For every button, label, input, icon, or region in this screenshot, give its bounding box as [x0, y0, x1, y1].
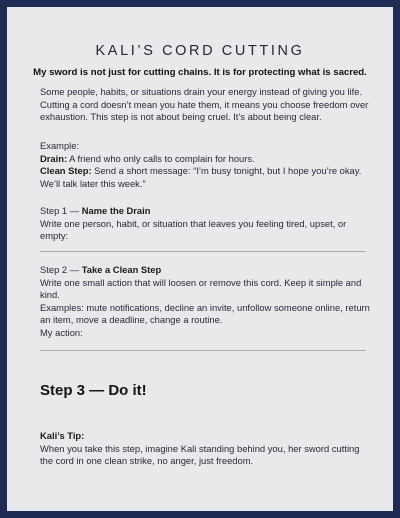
example-drain: [40, 153, 370, 166]
step1-answer-line[interactable]: [40, 251, 366, 252]
step2-heading: [40, 264, 370, 277]
step1-instructions: Write one person, habit, or situation that leaves you feeling tired, upset, or empty:: [40, 217, 347, 242]
tip-block: [40, 430, 370, 468]
step1-block: [40, 205, 370, 243]
example-block: [40, 140, 370, 190]
worksheet-page: [7, 7, 393, 511]
intro-paragraph: Some people, habits, or situations drain your energy instead of giving you life. Cutting a cord doesn’t mean you hate them, it means you choose freedom over exhaustion. This step is not about being cruel. It’s about being clear.: [40, 86, 369, 123]
step2-action-label: My action:: [40, 326, 83, 338]
tip-text: When you take this step, imagine Kali standing behind you, her sword cutting the cord in one clean strike, no anger, just freedom.: [40, 442, 360, 467]
clean-step-text: Send a short message: “I’m busy tonight, but I hope you’re okay. We’ll talk later this week.”: [40, 165, 362, 189]
example-heading: Example:: [40, 140, 80, 151]
drain-label: Drain:: [40, 152, 68, 164]
page-subtitle: My sword is not just for cutting chains. It is for protecting what is sacred.: [33, 67, 367, 78]
step2-answer-line[interactable]: [40, 350, 366, 351]
step2-block: [40, 264, 370, 340]
example-clean-step: [40, 165, 370, 190]
step1-name: Name the Drain: [81, 205, 151, 216]
step2-examples: Examples: mute notifications, decline an invite, unfollow someone online, return an item, move a deadline, change a routine.: [40, 301, 370, 326]
step2-instructions: Write one small action that will loosen or remove this cord. Keep it simple and kind.: [40, 276, 362, 301]
page-title: KALI’S CORD CUTTING: [95, 43, 305, 59]
step1-prefix: Step 1 —: [40, 205, 82, 216]
step1-heading: [40, 205, 370, 218]
step3-heading: Step 3 — Do it!: [40, 382, 147, 399]
tip-label: Kali’s Tip:: [40, 430, 85, 441]
step2-name: Take a Clean Step: [81, 264, 162, 275]
step2-prefix: Step 2 —: [40, 264, 82, 275]
drain-text: A friend who only calls to complain for hours.: [67, 152, 255, 164]
clean-step-label: Clean Step:: [40, 165, 92, 177]
